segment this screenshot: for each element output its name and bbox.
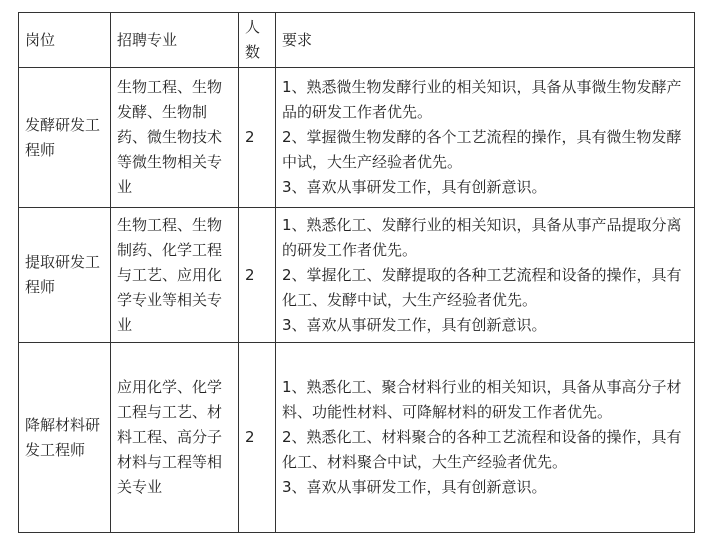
- requirement-item: 3、喜欢从事研发工作，具有创新意识。: [282, 315, 547, 334]
- major-cell: 生物工程、生物制药、化学工程与工艺、应用化学专业等相关专业: [111, 208, 239, 343]
- requirement-item: 2、掌握微生物发酵的各个工艺流程的操作，具有微生物发酵中试，大生产经验者优先。: [282, 128, 682, 171]
- header-major: 招聘专业: [111, 13, 239, 68]
- position-cell: 提取研发工程师: [19, 208, 111, 343]
- requirements-cell: [276, 68, 695, 208]
- count-cell: 2: [239, 343, 276, 533]
- major-cell: 生物工程、生物发酵、生物制药、微生物技术等微生物相关专业: [111, 68, 239, 208]
- header-requirements: 要求: [276, 13, 695, 68]
- count-cell: 2: [239, 208, 276, 343]
- requirement-item: 2、掌握化工、发酵提取的各种工艺流程和设备的操作，具有化工、发酵中试，大生产经验者优先。: [282, 265, 682, 309]
- table-row: [19, 208, 695, 343]
- major-cell: 应用化学、化学工程与工艺、材料工程、高分子材料与工程等相关专业: [111, 343, 239, 533]
- table-row: [19, 343, 695, 533]
- requirement-item: 1、熟悉化工、发酵行业的相关知识，具备从事产品提取分离的研发工作者优先。: [282, 215, 682, 259]
- requirements-cell: [276, 343, 695, 533]
- header-position: 岗位: [19, 13, 111, 68]
- requirement-item: 1、熟悉化工、聚合材料行业的相关知识，具备从事高分子材料、功能性材料、可降解材料的研发工作者优先。: [282, 378, 682, 421]
- requirement-item: 3、喜欢从事研发工作，具有创新意识。: [282, 178, 547, 196]
- position-cell: 发酵研发工程师: [19, 68, 111, 208]
- position-cell: 降解材料研发工程师: [19, 343, 111, 533]
- requirement-item: 2、熟悉化工、材料聚合的各种工艺流程和设备的操作，具有化工、材料聚合中试，大生产经验者优先。: [282, 428, 682, 471]
- recruitment-table: [18, 12, 695, 533]
- requirements-cell: [276, 208, 695, 343]
- requirement-item: 1、熟悉微生物发酵行业的相关知识，具备从事微生物发酵产品的研发工作者优先。: [282, 78, 682, 121]
- header-count: 人数: [239, 13, 276, 68]
- requirement-item: 3、喜欢从事研发工作，具有创新意识。: [282, 478, 547, 496]
- count-cell: 2: [239, 68, 276, 208]
- table-row: [19, 68, 695, 208]
- header-row: [19, 13, 695, 68]
